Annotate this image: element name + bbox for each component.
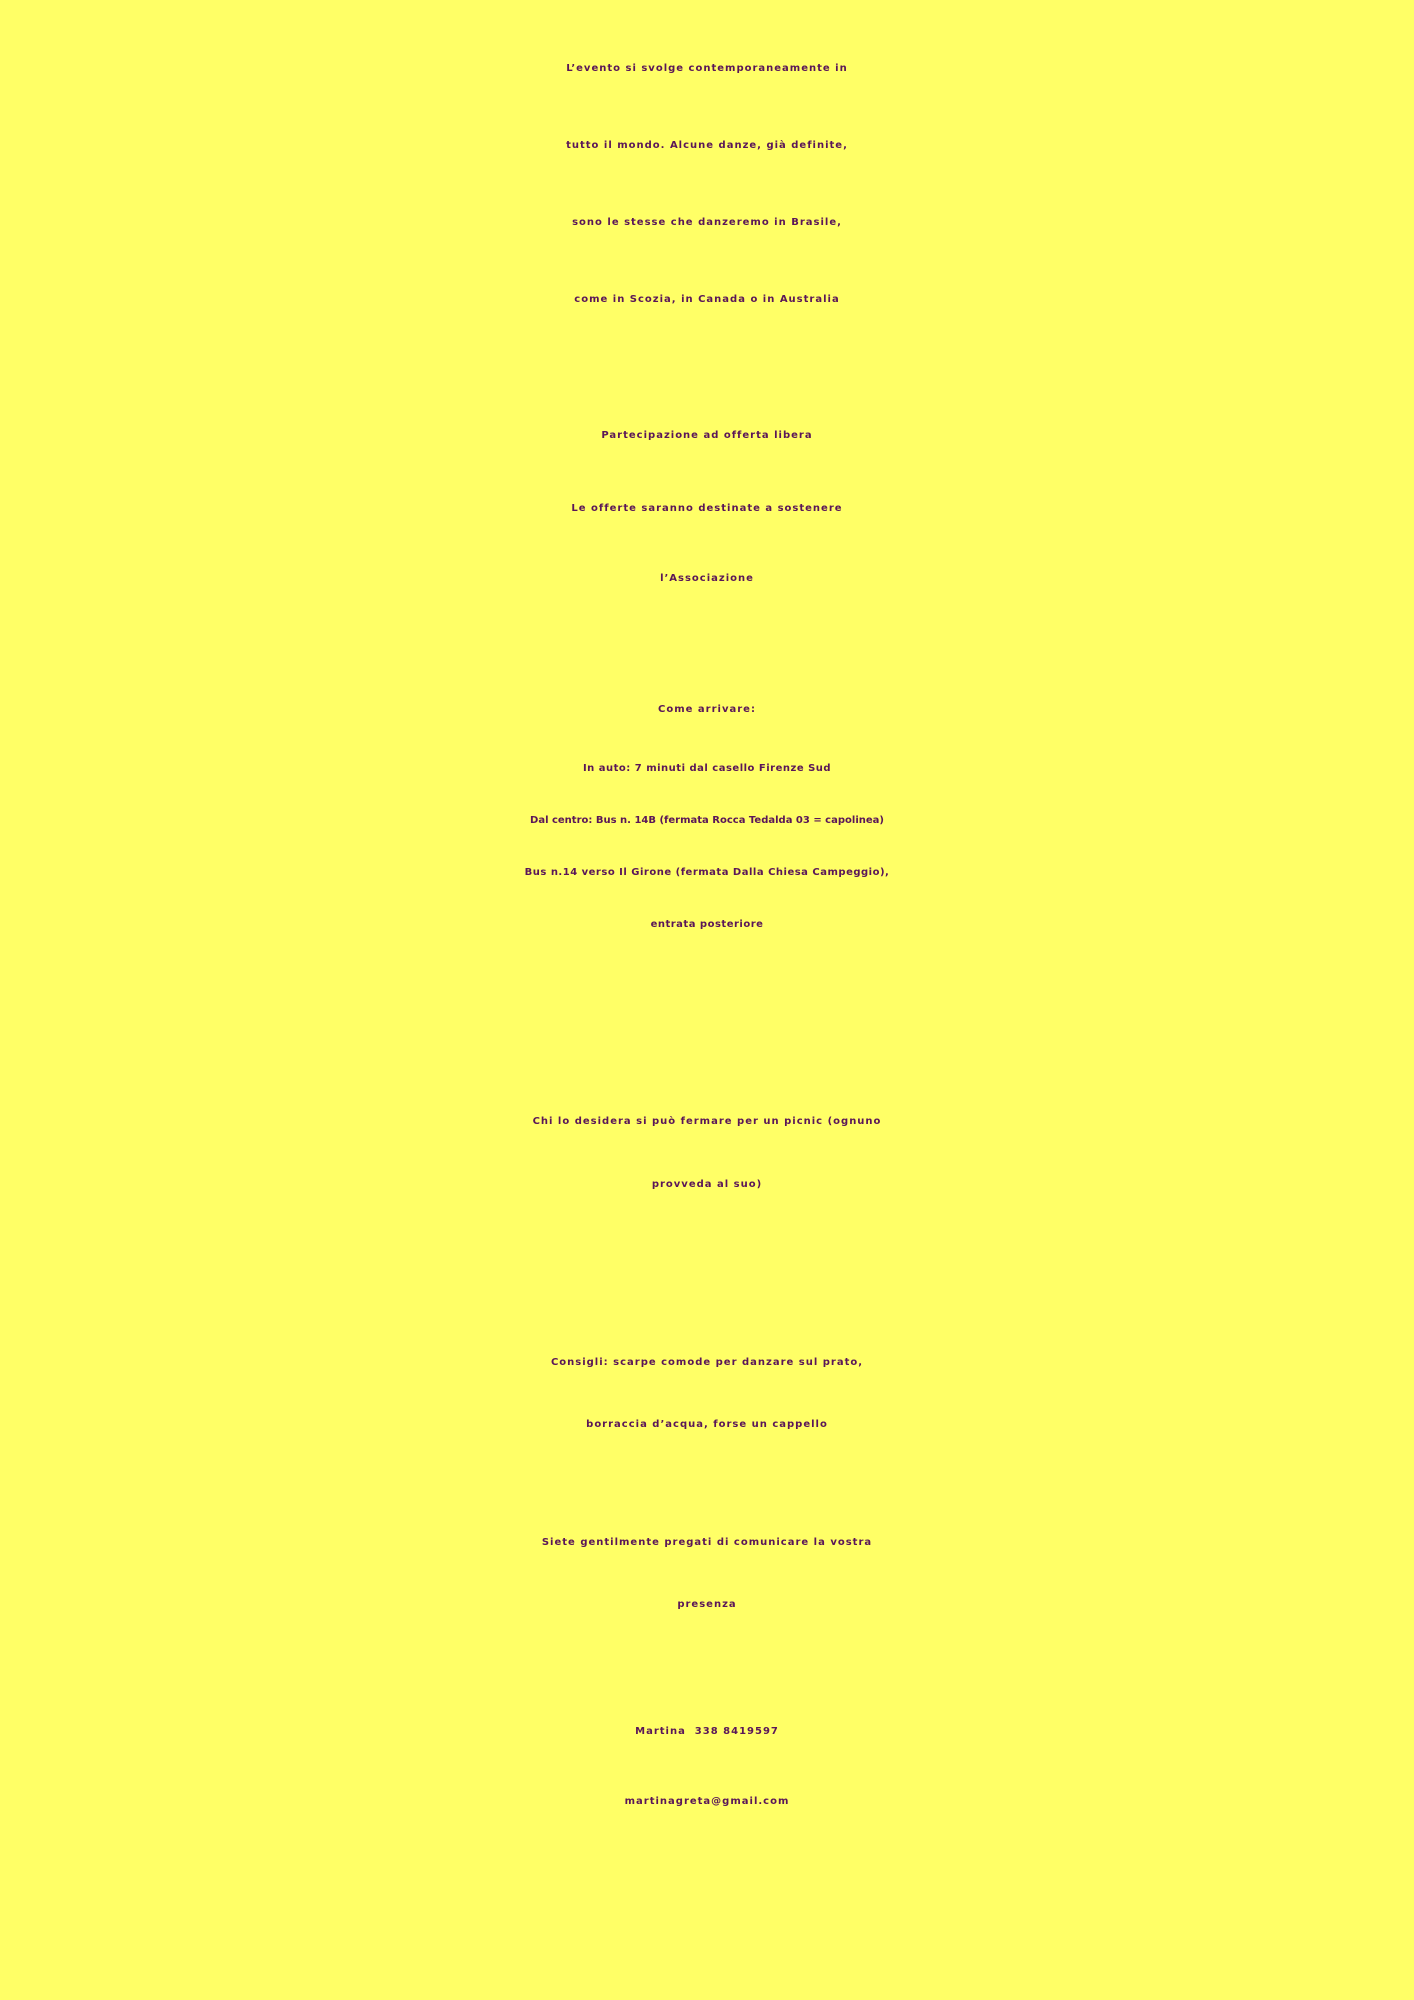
directions-heading: Come arrivare:: [658, 704, 756, 715]
intro-paragraph: [0, 30, 1414, 338]
directions-line: Dal centro: Bus n. 14B (fermata Rocca Tedalda 03 = capolinea): [530, 815, 884, 826]
participation-heading: Partecipazione ad offerta libera: [601, 430, 813, 441]
directions-line: In auto: 7 minuti dal casello Firenze Sud: [582, 763, 832, 774]
intro-line: sono le stesse che danzeremo in Brasile,: [572, 217, 842, 228]
picnic-line: Chi lo desidera si può fermare per un picnic (ognuno: [532, 1116, 882, 1127]
picnic-note: [0, 1090, 1414, 1216]
tips-line: borraccia d’acqua, forse un cappello: [586, 1419, 828, 1430]
intro-line: tutto il mondo. Alcune danze, già definite,: [566, 140, 848, 151]
picnic-line: provveda al suo): [651, 1179, 763, 1190]
tips-note: [0, 1332, 1414, 1456]
participation-line: Le offerte saranno destinate a sostenere: [571, 503, 843, 514]
contact-section: [0, 1697, 1414, 1837]
tips-line: Consigli: scarpe comode per danzare sul prato,: [550, 1357, 864, 1368]
directions-line: entrata posteriore: [650, 919, 764, 930]
participation-line: l’Associazione: [660, 573, 754, 584]
directions-section: [0, 677, 1414, 951]
contact-email: martinagreta@gmail.com: [624, 1796, 790, 1807]
contact-name-phone: Martina 338 8419597: [635, 1726, 779, 1737]
intro-line: L’evento si svolge contemporaneamente in: [566, 63, 848, 74]
intro-line: come in Scozia, in Canada o in Australia: [574, 294, 840, 305]
participation-section: [0, 398, 1414, 614]
presence-line: Siete gentilmente pregati di comunicare la vostra: [541, 1537, 873, 1548]
presence-line: presenza: [677, 1599, 737, 1610]
directions-line: Bus n.14 verso Il Girone (fermata Dalla Chiesa Campeggio),: [524, 867, 890, 878]
presence-request: [0, 1512, 1414, 1636]
